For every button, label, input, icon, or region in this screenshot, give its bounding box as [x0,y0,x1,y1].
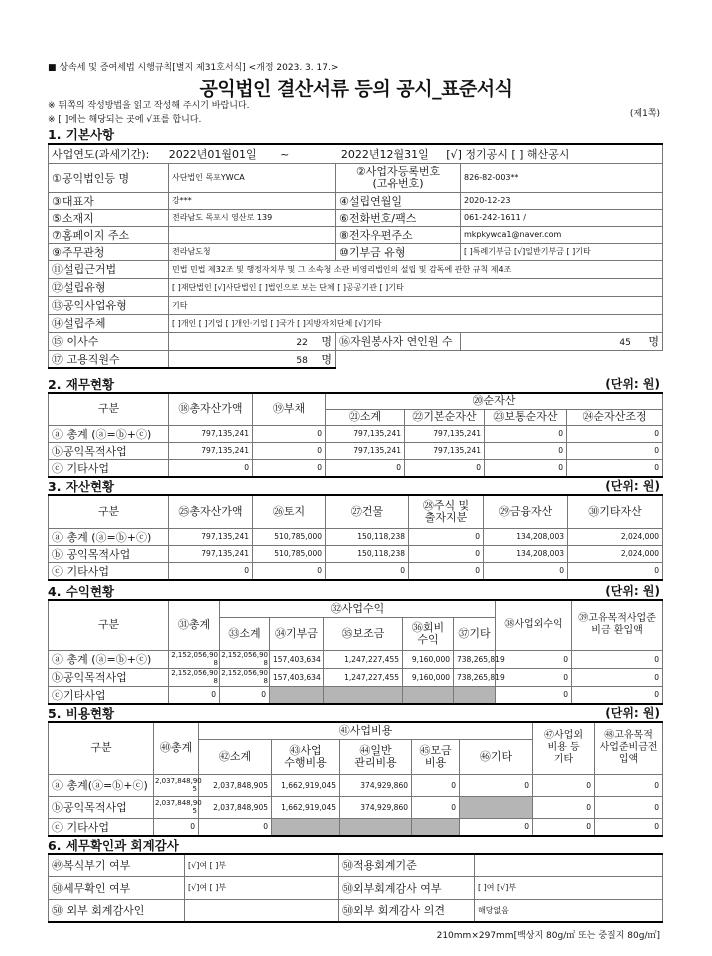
cell: 0 [199,818,272,836]
disclosure-type: [√] 정기공시 [ ] 해산공시 [446,147,570,161]
cell: 157,403,634 [270,650,324,668]
volunteers-cell [461,332,663,350]
section-income-title: 4. 수익현황 [48,584,115,599]
directors-value: 22 [296,338,308,348]
row-label: ⓑ공익목적사업 [49,796,154,818]
cell: 510,785,000 [253,528,326,545]
cell: 0 [409,528,484,545]
expense-fund-header: ㊺모금 비용 [412,739,460,774]
cell: 0 [484,562,568,580]
cell: 0 [485,442,567,459]
bookkeeping-label: ㊾복식부기 여부 [49,854,185,876]
finance-sub-header: ㉑소계 [326,409,405,425]
tax-check-value: [√]여 [ ]부 [185,876,339,899]
section-audit-title: 6. 세무확인과 회계감사 [48,838,179,853]
accounting-standard-value [475,854,663,876]
cell: 797,135,241 [169,545,253,562]
cell: 374,929,860 [340,774,412,796]
row-label: ⓒ 기타사업 [49,818,154,836]
cell: 0 [496,668,572,686]
finance-gubun-header: 구분 [49,393,169,425]
table-row [49,528,663,545]
auditor-label: ㊿ 외부 회계감사인 [49,899,185,922]
expense-admin-header: ㊹일반 관리비용 [340,739,412,774]
section-finance-title: 2. 재무현황 [48,377,115,392]
cell: 0 [405,459,485,477]
volunteers-unit: 명 [648,335,659,348]
assets-financial-header: ㉙금융자산 [484,495,568,528]
period-start: 2022년01월01일 [168,147,257,161]
cell: 1,247,227,455 [324,650,403,668]
email-label: ⑧전자우편주소 [336,226,461,243]
table-row [49,459,663,477]
cell: 2,152,056,90 8 [221,669,268,685]
assets-stock-header: ㉘주식 및 출자지분 [409,495,484,528]
external-audit-label: ㊿외부회계감사 여부 [339,876,475,899]
cell: 0 [253,442,326,459]
cell: 157,403,634 [270,668,324,686]
cell [412,818,460,836]
row-label: ⓒ 기타사업 [49,459,169,477]
cell: 738,265,819 [454,650,496,668]
directors-unit: 명 [321,335,332,348]
biz-number-value: 826-82-003** [461,163,663,192]
org-name-value: 사단법인 목포YWCA [169,163,336,192]
table-row [49,650,663,668]
cell: 0 [326,562,409,580]
founding-type-value: [ ]재단법인 [√]사단법인 [ ]법인으로 보는 단체 [ ]공공기관 [ ]기타 [169,278,663,296]
period-row [49,144,663,163]
homepage-value [169,226,336,243]
authority-value: 전라남도청 [169,243,336,260]
income-sub-header: ㉝소계 [220,617,270,650]
external-audit-value: [ ]여 [√]부 [475,876,663,899]
phone-value: 061-242-1611 / [461,209,663,226]
finance-debt-header: ⑲부채 [253,393,326,425]
row-label: ⓑ공익목적사업 [49,668,169,686]
cell [460,796,533,818]
expense-reserve-header: ㊽고유목적 사업준비금전 입액 [595,722,663,774]
cell: 0 [169,459,253,477]
expense-table [48,721,663,837]
cell: 738,265,819 [454,668,496,686]
donation-type-value: [ ]특례기부금 [√]일반기부금 [ ]기타 [461,243,663,260]
page-number: (제1쪽) [629,109,660,119]
cell: 0 [567,425,663,442]
biz-number-label: ②사업자등록번호 (고유번호) [336,163,461,192]
table-row [49,796,663,818]
finance-unit: (단위: 원) [605,377,660,391]
cell: 2,037,848,905 [199,796,272,818]
income-biz-header: ㉜사업수익 [220,600,496,617]
cell [403,686,454,704]
directors-label: ⑮ 이사수 [49,332,169,350]
founder-label: ⑭설립주체 [49,314,169,332]
employees-label: ⑰ 고용직원수 [49,350,169,368]
income-unit: (단위: 원) [605,584,660,598]
expense-sub-header: ㊷소계 [199,739,272,774]
employees-blank [336,350,663,368]
donation-type-label: ⑩기부금 유형 [336,243,461,260]
finance-net-header: ⑳순자산 [326,393,663,409]
ceo-value: 강*** [169,192,336,209]
cell: 0 [485,425,567,442]
cell: 0 [595,774,663,796]
expense-gubun-header: 구분 [49,722,154,774]
cell: 0 [409,562,484,580]
document-title: 공익법인 결산서류 등의 공시_표준서식 [199,78,513,100]
income-gubun-header: 구분 [49,600,169,650]
section-assets-title: 3. 자산현황 [48,479,115,494]
audit-opinion-value: 해당없음 [475,899,663,922]
hint-checkbox: ※ [ ]에는 해당되는 곳에 √표를 합니다. [48,115,202,125]
table-row [49,442,663,459]
assets-unit: (단위: 원) [605,479,660,493]
cell: 1,662,919,045 [272,796,340,818]
cell [272,818,340,836]
cell [270,686,324,704]
cell: 2,024,000 [568,545,663,562]
cell: 134,208,003 [484,528,568,545]
cell: 0 [460,818,533,836]
table-row [49,686,663,704]
cell: 0 [533,818,595,836]
section-basic-title: 1. 기본사항 [48,127,115,142]
phone-label: ⑥전화번호/팩스 [336,209,461,226]
expense-total-header: ㊵총계 [154,722,199,774]
employees-cell [169,350,336,368]
finance-normal-header: ㉓보통순자산 [485,409,567,425]
cell: 150,118,238 [326,528,409,545]
income-total-header: ㉛총계 [169,600,220,650]
cell: 2,037,848,905 [199,774,272,796]
table-row [49,668,663,686]
cell: 0 [595,796,663,818]
cell: 2,152,056,90 8 [221,651,268,667]
cell: 0 [485,459,567,477]
tax-check-label: ㊿세무확인 여부 [49,876,185,899]
volunteers-label: ⑯자원봉사자 연인원 수 [336,332,461,350]
assets-other-header: ㉚기타자산 [568,495,663,528]
row-label: ⓐ 총계 (ⓐ=ⓑ+ⓒ) [49,650,169,668]
section-expense-title: 5. 비용현황 [48,706,115,721]
cell: 0 [326,459,405,477]
finance-basic-header: ㉒기본순자산 [405,409,485,425]
income-donation-header: ㉞기부금 [270,617,324,650]
expense-biz-header: ㊶사업비용 [199,722,533,739]
paper-spec: 210mm×297mm[백상지 80g/㎡ 또는 중질지 80g/㎡] [436,931,660,941]
founded-label: ④설립연월일 [336,192,461,209]
cell: 0 [572,650,663,668]
cell [324,686,403,704]
row-label: ⓒ 기타사업 [49,562,169,580]
cell: 0 [154,818,199,836]
period-end: 2022년12월31일 [340,147,429,161]
cell: 2,024,000 [568,528,663,545]
income-subsidy-header: ㉟보조금 [324,617,403,650]
table-row [49,425,663,442]
auditor-value [185,899,339,922]
ceo-label: ③대표자 [49,192,169,209]
cell: 797,135,241 [405,442,485,459]
email-value: mkpkywca1@naver.com [461,226,663,243]
cell: 797,135,241 [326,425,405,442]
cell: 0 [253,459,326,477]
cell: 0 [595,818,663,836]
assets-land-header: ㉖토지 [253,495,326,528]
cell: 0 [533,796,595,818]
cell [454,686,496,704]
authority-label: ⑨주무관청 [49,243,169,260]
form-note: ■ 상속세 및 증여세법 시행규칙[별지 제31호서식] <개정 2023. 3. 17.> [48,63,339,73]
row-label: ⓑ 공익목적사업 [49,545,169,562]
cell: 797,135,241 [169,425,253,442]
cell: 134,208,003 [484,545,568,562]
cell: 1,247,227,455 [324,668,403,686]
cell: 2,152,056,90 8 [169,668,220,686]
cell: 0 [496,650,572,668]
cell: 1,662,919,045 [272,774,340,796]
bookkeeping-value: [√]여 [ ]부 [185,854,339,876]
assets-table [48,494,663,581]
row-label: ⓐ 총계 (ⓐ=ⓑ+ⓒ) [49,425,169,442]
period-label: 사업연도(과세기간): [52,147,150,161]
address-value: 전라남도 목포시 영산로 139 [169,209,336,226]
founded-value: 2020-12-23 [461,192,663,209]
legal-basis-label: ⑪설립근거법 [49,260,169,278]
cell: 0 [572,686,663,704]
income-table [48,599,663,705]
org-name-label: ①공익법인등 명 [49,163,169,192]
address-label: ⑤소재지 [49,209,169,226]
cell: 797,135,241 [169,528,253,545]
income-fee-header: ㊱회비 수익 [403,617,454,650]
assets-building-header: ㉗건물 [326,495,409,528]
directors-cell [169,332,336,350]
cell: 2,152,056,90 8 [169,650,220,668]
accounting-standard-label: ㊿적용회계기준 [339,854,475,876]
cell: 9,160,000 [403,668,454,686]
cell: 0 [572,668,663,686]
expense-unit: (단위: 원) [605,706,660,720]
cell: 0 [412,796,460,818]
table-row [49,774,663,796]
legal-basis-value: 민법 민법 제32조 및 행정자치부 및 그 소속청 소관 비영리법인의 설립 및 감독에 관한 규칙 제4조 [169,260,663,278]
basic-info-table [48,143,663,369]
cell: 510,785,000 [253,545,326,562]
cell: 0 [567,442,663,459]
founding-type-label: ⑫설립유형 [49,278,169,296]
cell: 2,037,848,90 5 [154,796,199,818]
cell: 0 [253,562,326,580]
row-label: ⓐ 총계 (ⓐ=ⓑ+ⓒ) [49,528,169,545]
cell: 374,929,860 [340,796,412,818]
cell: 9,160,000 [403,650,454,668]
employees-value: 58 [296,355,308,366]
cell [340,818,412,836]
row-label: ⓐ 총계(ⓐ=ⓑ+ⓒ) [49,774,154,796]
public-biz-type-value: 기타 [169,296,663,314]
audit-opinion-label: ㊿외부 회계감사 의견 [339,899,475,922]
table-row [49,818,663,836]
cell: 0 [409,545,484,562]
expense-other-header: ㊼사업외 비용 등 기타 [533,722,595,774]
hint-instructions: ※ 뒤쪽의 작성방법을 읽고 작성해 주시기 바랍니다. [48,101,250,111]
founder-value: [ ]개인 [ ]기업 [ ]개인·기업 [ ]국가 [ ]지방자치단체 [√]기타 [169,314,663,332]
cell: 0 [533,774,595,796]
finance-table [48,392,663,478]
table-row [49,562,663,580]
cell: 0 [220,686,270,704]
income-reserve-header: ㊴고유목적사업준 비금 환입액 [572,600,663,650]
assets-total-header: ㉕총자산가액 [169,495,253,528]
public-biz-type-label: ⑬공익사업유형 [49,296,169,314]
cell: 0 [460,774,533,796]
cell: 0 [253,425,326,442]
cell: 0 [169,686,220,704]
finance-total-header: ⑱총자산가액 [169,393,253,425]
assets-gubun-header: 구분 [49,495,169,528]
row-label: ⓒ기타사업 [49,686,169,704]
cell: 797,135,241 [326,442,405,459]
table-row [49,545,663,562]
period-tilde: ~ [280,147,290,161]
volunteers-value: 45 [619,338,631,348]
cell: 0 [568,562,663,580]
expense-etc-header: ㊻기타 [460,739,533,774]
income-etc-header: ㊲기타 [454,617,496,650]
cell: 150,118,238 [326,545,409,562]
finance-adj-header: ㉔순자산조정 [567,409,663,425]
cell: 0 [169,562,253,580]
income-other-header: ㊳사업외수익 [496,600,572,650]
row-label: ⓑ공익목적사업 [49,442,169,459]
employees-unit: 명 [321,352,332,366]
expense-perf-header: ㊸사업 수행비용 [272,739,340,774]
cell: 797,135,241 [405,425,485,442]
homepage-label: ⑦홈페이지 주소 [49,226,169,243]
cell: 0 [567,459,663,477]
cell: 2,037,848,90 5 [154,774,199,796]
cell: 0 [496,686,572,704]
cell: 0 [412,774,460,796]
cell: 797,135,241 [169,442,253,459]
audit-table [48,853,663,923]
